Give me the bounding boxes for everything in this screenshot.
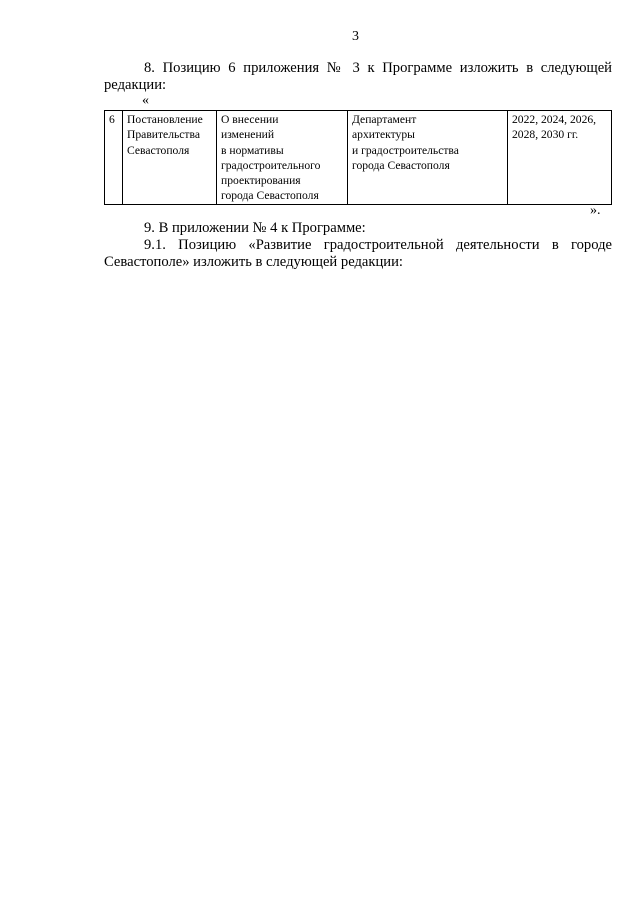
cell-text: 6 bbox=[109, 113, 115, 126]
table-row bbox=[105, 111, 612, 205]
cell-line: города Севастополя bbox=[352, 158, 450, 172]
close-quote: ». bbox=[590, 203, 601, 218]
cell-doc-type bbox=[123, 111, 217, 205]
cell-line: Правительства bbox=[127, 128, 200, 142]
cell-years bbox=[508, 111, 612, 205]
cell-line: градостроительного bbox=[221, 158, 321, 172]
cell-line: города Севастополя bbox=[221, 189, 319, 203]
paragraph-9-1-line2: Севастополе» изложить в следующей редакции: bbox=[104, 254, 403, 270]
cell-number bbox=[105, 111, 123, 205]
paragraph-9-1-line1: 9.1. Позицию «Развитие градостроительной деятельности в городе bbox=[144, 237, 612, 253]
cell-responsible bbox=[348, 111, 508, 205]
cell-line: Департамент bbox=[352, 113, 417, 126]
cell-line: изменений bbox=[221, 128, 275, 142]
paragraph-8-line2: редакции: bbox=[104, 77, 167, 93]
cell-line: и градостроительства bbox=[352, 143, 459, 157]
page-number: 3 bbox=[352, 29, 359, 44]
cell-line: проектирования bbox=[221, 174, 301, 188]
cell-line: архитектуры bbox=[352, 128, 415, 142]
cell-line: 2028, 2030 гг. bbox=[512, 128, 579, 142]
position-table bbox=[104, 110, 612, 205]
cell-title bbox=[217, 111, 348, 205]
paragraph-8-line1: 8. Позицию 6 приложения № 3 к Программе изложить в следующей bbox=[144, 60, 612, 76]
paragraph-9: 9. В приложении № 4 к Программе: bbox=[144, 220, 366, 236]
cell-line: О внесении bbox=[221, 113, 279, 126]
cell-line: Севастополя bbox=[127, 143, 190, 157]
cell-line: в нормативы bbox=[221, 143, 284, 157]
open-quote: « bbox=[142, 93, 149, 108]
cell-line: Постановление bbox=[127, 113, 203, 126]
cell-line: 2022, 2024, 2026, bbox=[512, 113, 597, 126]
